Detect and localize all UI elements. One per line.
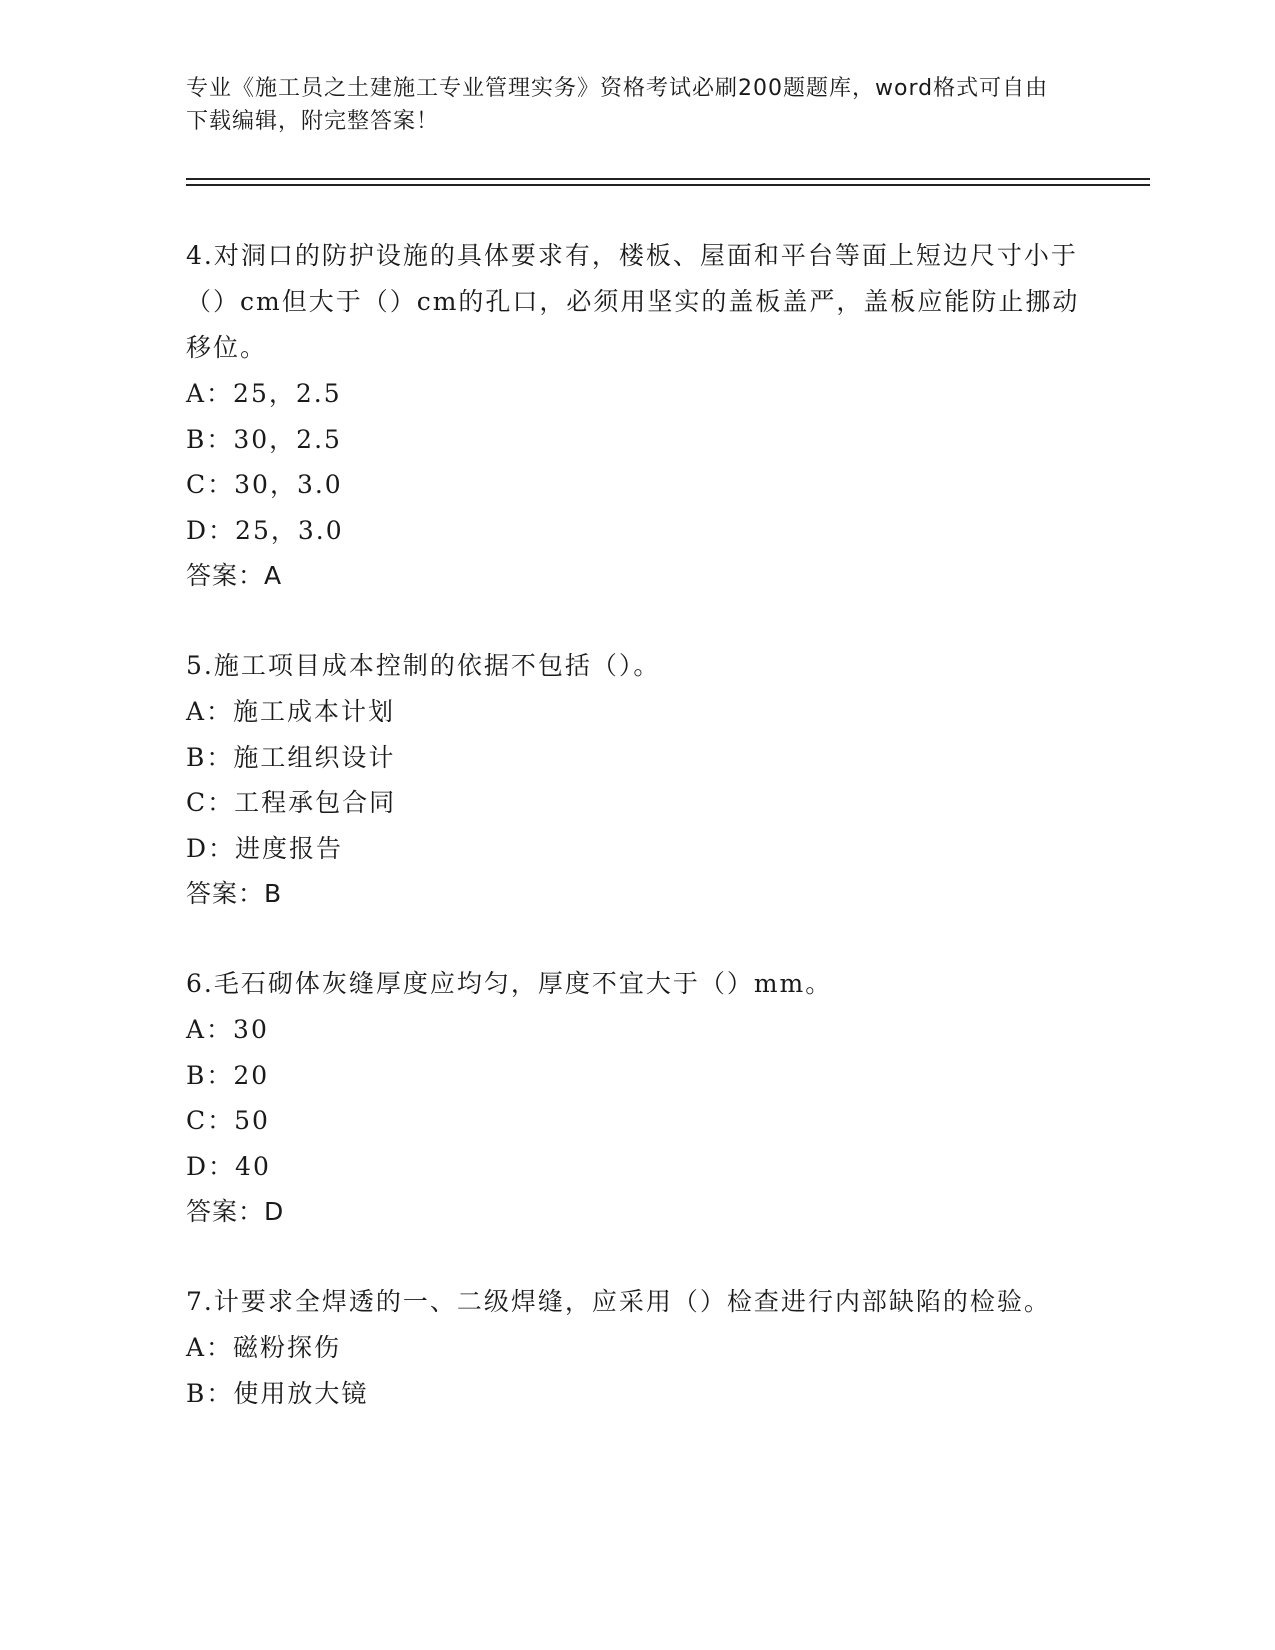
option-d: D：进度报告 bbox=[186, 833, 344, 863]
question-stem: 5.施工项目成本控制的依据不包括（）。 bbox=[186, 651, 661, 680]
option-a: A：25，2.5 bbox=[186, 379, 342, 408]
option-b: B：30，2.5 bbox=[186, 424, 342, 454]
header-divider-top bbox=[186, 178, 1150, 180]
question-stem: 7.计要求全焊透的一、二级焊缝，应采用（）检查进行内部缺陷的检验。 bbox=[186, 1287, 1051, 1316]
option-a: A：30 bbox=[186, 1015, 269, 1044]
document-header: 专业《施工员之土建施工专业管理实务》资格考试必刷200题题库，word格式可自由下载编辑，附完整答案！ bbox=[186, 76, 1049, 134]
option-b: B：施工组织设计 bbox=[186, 742, 396, 772]
answer-line: 答案：A bbox=[186, 561, 283, 590]
option-a: A：磁粉探伤 bbox=[186, 1333, 342, 1362]
question-4 bbox=[186, 233, 1086, 599]
question-list bbox=[186, 233, 1086, 1460]
option-d: D：40 bbox=[186, 1151, 271, 1181]
option-b: B：使用放大镜 bbox=[186, 1378, 369, 1408]
question-5 bbox=[186, 643, 1086, 917]
answer-line: 答案：D bbox=[186, 1197, 285, 1226]
option-c: C：工程承包合同 bbox=[186, 788, 397, 817]
question-7 bbox=[186, 1279, 1086, 1416]
option-b: B：20 bbox=[186, 1060, 270, 1090]
answer-line: 答案：B bbox=[186, 879, 283, 908]
option-c: C：30，3.0 bbox=[186, 470, 343, 499]
option-d: D：25，3.0 bbox=[186, 515, 344, 545]
header-divider-bottom bbox=[186, 184, 1150, 186]
option-c: C：50 bbox=[186, 1106, 270, 1135]
question-6 bbox=[186, 961, 1086, 1235]
option-a: A：施工成本计划 bbox=[186, 697, 396, 726]
question-stem: 6.毛石砌体灰缝厚度应均匀，厚度不宜大于（）mm。 bbox=[186, 969, 833, 998]
question-stem: 4.对洞口的防护设施的具体要求有，楼板、屋面和平台等面上短边尺寸小于（）cm但大于（）cm的孔口，必须用坚实的盖板盖严，盖板应能防止挪动移位。 bbox=[186, 241, 1080, 362]
